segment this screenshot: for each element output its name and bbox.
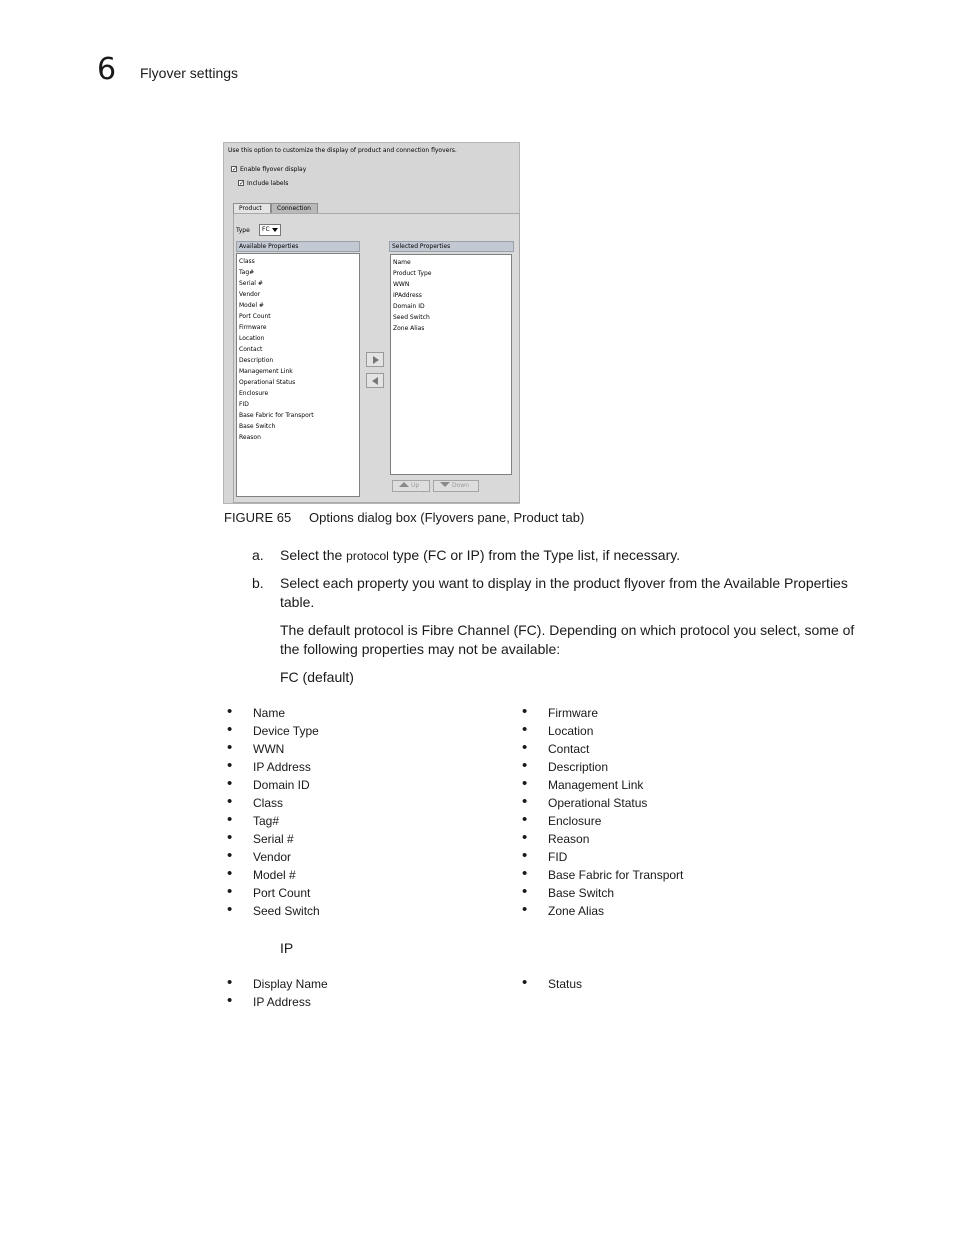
bullet-icon: • [227,757,233,774]
ip-heading: IP [280,940,294,956]
chapter-number: 6 [97,52,117,87]
selected-property-list-item[interactable]: WWN [393,281,410,288]
fc-bullet-text: Seed Switch [253,904,320,918]
step-b-label: b. [252,575,264,591]
tab-connection[interactable]: Connection [271,203,318,213]
available-properties-header: Available Properties [236,241,360,252]
available-properties-list[interactable] [236,253,360,497]
available-property-list-item[interactable]: Reason [239,434,261,441]
arrow-down-icon [440,482,450,487]
fc-heading: FC (default) [280,669,354,685]
bullet-icon: • [522,775,528,792]
available-property-list-item[interactable]: Tag# [239,269,255,276]
chevron-down-icon [272,228,278,232]
fc-bullet-text: Device Type [253,724,319,738]
fc-bullet-text: Name [253,706,286,720]
step-a-text: Select the protocol type (FC or IP) from the Type list, if necessary. [280,547,681,563]
fc-bullet-text: Domain ID [253,778,310,792]
bullet-icon: • [227,739,233,756]
available-property-list-item[interactable]: Class [239,258,255,265]
arrow-left-icon [372,377,378,385]
bullet-icon: • [522,883,528,900]
fc-bullet-text: Management Link [548,778,644,792]
include-labels-label: Include labels [247,180,289,187]
up-button[interactable]: Up [392,480,430,492]
available-property-list-item[interactable]: FID [239,401,249,408]
bullet-icon: • [522,829,528,846]
fc-bullet-text: Contact [548,742,590,756]
step-b-text: Select each property you want to display in the product flyover from the Available Properties table. [280,575,848,610]
bullet-icon: • [227,703,233,720]
fc-bullet-text: Tag# [253,814,280,828]
fc-bullet-text: WWN [253,742,285,756]
figure-number: FIGURE 65 [224,510,292,525]
bullet-icon: • [227,775,233,792]
arrow-right-icon [373,356,379,364]
fc-bullet-text: Location [548,724,594,738]
figure-caption [224,510,584,525]
bullet-icon: • [522,901,528,918]
selected-property-list-item[interactable]: Seed Switch [393,314,430,321]
fc-bullet-text: Operational Status [548,796,648,810]
chapter-title: Flyover settings [140,65,239,81]
selected-property-list-item[interactable]: Name [393,259,411,266]
remove-property-button[interactable] [366,373,384,388]
include-labels-checkbox[interactable]: ✓ [239,180,245,187]
bullet-icon: • [227,847,233,864]
selected-properties-header: Selected Properties [389,241,514,252]
available-property-list-item[interactable]: Port Count [239,313,271,320]
bullet-icon: • [227,811,233,828]
tab-product[interactable]: Product [233,203,271,213]
available-property-list-item[interactable]: Management Link [239,368,293,375]
ip-bullet-text: IP Address [253,995,311,1009]
available-property-list-item[interactable]: Base Fabric for Transport [239,412,314,419]
bullet-icon: • [227,901,233,918]
bullet-icon: • [522,793,528,810]
bullet-icon: • [522,739,528,756]
available-property-list-item[interactable]: Serial # [239,280,263,287]
bullet-icon: • [522,847,528,864]
fc-bullet-text: Model # [253,868,296,882]
available-property-list-item[interactable]: Base Switch [239,423,276,430]
available-property-list-item[interactable]: Contact [239,346,263,353]
down-button[interactable]: Down [433,480,479,492]
available-property-list-item[interactable]: Vendor [239,291,261,298]
bullet-icon: • [522,703,528,720]
bullet-icon: • [227,883,233,900]
available-property-list-item[interactable]: Model # [239,302,264,309]
selected-property-list-item[interactable]: IPAddress [393,292,422,299]
bullet-icon: • [227,793,233,810]
fc-bullet-text: Description [548,760,609,774]
available-properties-term: Available Properties [723,575,848,591]
bullet-icon: • [522,865,528,882]
protocol-term: protocol [346,549,389,563]
fc-bullet-text: Base Fabric for Transport [548,868,684,882]
bullet-icon: • [522,757,528,774]
bullet-icon: • [227,992,233,1009]
fc-bullet-text: IP Address [253,760,311,774]
arrow-up-icon [399,482,409,487]
figure-title: Options dialog box (Flyovers pane, Product tab) [309,510,585,525]
fc-bullet-text: Vendor [253,850,292,864]
options-dialog-screenshot [223,142,520,504]
fc-bullet-text: Port Count [253,886,311,900]
available-property-list-item[interactable]: Operational Status [239,379,296,386]
fc-bullet-text: Base Switch [548,886,615,900]
bullet-icon: • [522,721,528,738]
available-property-list-item[interactable]: Location [239,335,265,342]
type-term: Type [543,547,574,563]
selected-property-list-item[interactable]: Domain ID [393,303,425,310]
available-property-list-item[interactable]: Description [239,357,274,364]
fc-bullet-text: FID [548,850,568,864]
ip-bullet-text: Display Name [253,977,328,991]
available-property-list-item[interactable]: Enclosure [239,390,269,397]
bullet-icon: • [522,974,528,991]
bullet-icon: • [227,721,233,738]
dialog-intro: Use this option to customize the display of product and connection flyovers. [228,147,457,154]
add-property-button[interactable] [366,352,384,367]
bullet-icon: • [227,974,233,991]
bullet-icon: • [227,829,233,846]
ip-bullet-text: Status [548,977,583,991]
type-select[interactable]: FC [259,224,281,236]
fc-bullet-text: Enclosure [548,814,602,828]
enable-flyover-label: Enable flyover display [240,166,307,173]
bullet-icon: • [522,811,528,828]
fc-bullet-text: Reason [548,832,590,846]
fc-bullet-text: Zone Alias [548,904,605,918]
fc-bullet-text: Class [253,796,284,810]
step-a-label: a. [252,547,264,563]
selected-property-list-item[interactable]: Zone Alias [393,325,425,332]
selected-property-list-item[interactable]: Product Type [393,270,432,277]
type-label: Type [236,227,250,234]
default-protocol-note: The default protocol is Fibre Channel (FC). Depending on which protocol you select, some of the following properties may not be available: [280,622,855,657]
selected-properties-list[interactable] [390,254,512,475]
fc-bullet-text: Serial # [253,832,294,846]
enable-flyover-checkbox[interactable]: ✓ [232,166,238,173]
bullet-icon: • [227,865,233,882]
fc-bullet-text: Firmware [548,706,598,720]
available-property-list-item[interactable]: Firmware [239,324,267,331]
